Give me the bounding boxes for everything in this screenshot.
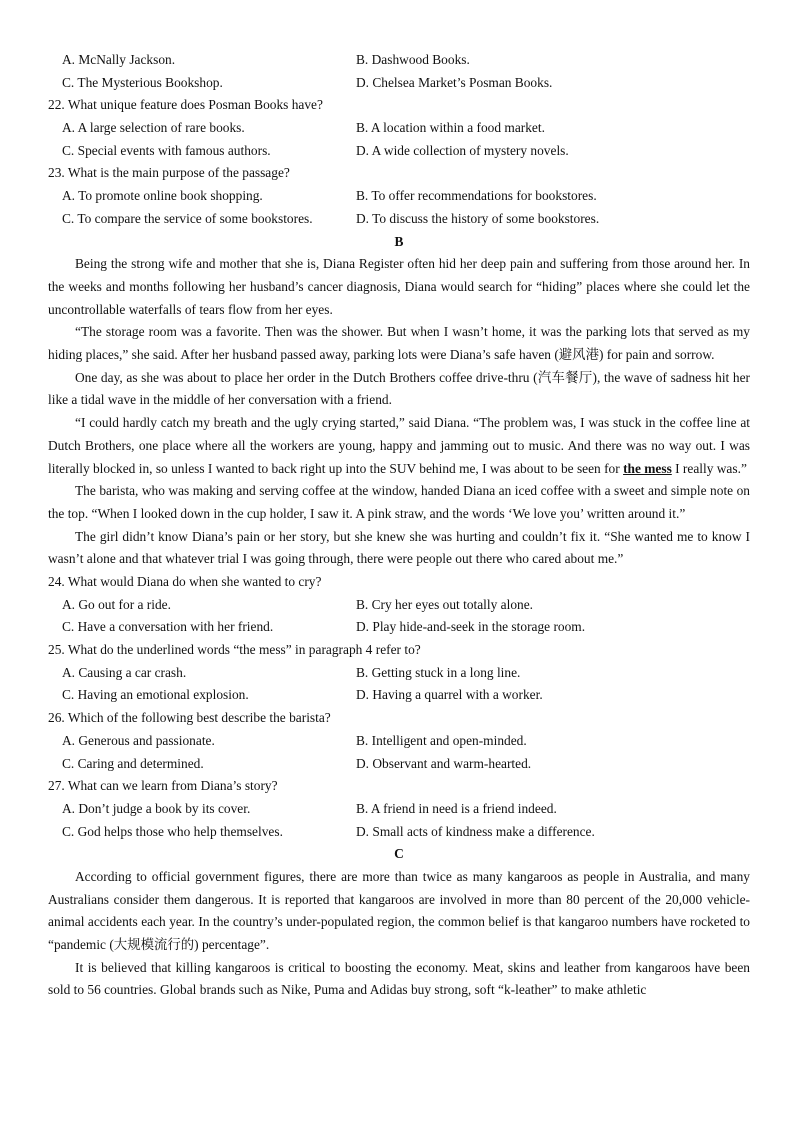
section-c-paragraph-2: It is believed that killing kangaroos is critical to boosting the economy. Meat, skins and leather from kangaroos have been sold to 56 countries. Global brands such as Nike, Puma and Adidas buy strong, soft “k-leather” to make athletic: [48, 959, 750, 998]
q25-option-b: B. Getting stuck in a long line.: [356, 664, 521, 680]
q26-question: 26. Which of the following best describe the barista?: [48, 710, 331, 726]
paragraph-4-text-after: I really was.”: [671, 460, 747, 476]
q25-options-row-1: [48, 662, 750, 685]
q24-options-row-2: [48, 616, 750, 639]
q22-question: 22. What unique feature does Posman Books have?: [48, 97, 323, 113]
q21-option-b: B. Dashwood Books.: [356, 52, 470, 67]
q27-question: 27. What can we learn from Diana’s story?: [48, 778, 278, 794]
q27-option-c: C. God helps those who help themselves.: [62, 823, 283, 839]
q27-option-a: A. Don’t judge a book by its cover.: [62, 800, 251, 816]
q27-options-row-1: [48, 798, 750, 821]
section-b-paragraph-3: One day, as she was about to place her order in the Dutch Brothers coffee drive-thru (汽车餐厅), the wave of sadness hit her like a tidal wave in the middle of her conversation with a friend.: [48, 369, 750, 408]
q26-option-d: D. Observant and warm-hearted.: [356, 755, 532, 771]
q25-option-c: C. Having an emotional explosion.: [62, 687, 249, 703]
q25-question: 25. What do the underlined words “the mess” in paragraph 4 refer to?: [48, 642, 421, 658]
q21-option-d: D. Chelsea Market’s Posman Books.: [356, 74, 553, 90]
section-b-heading: B: [394, 233, 404, 249]
q24-option-b: B. Cry her eyes out totally alone.: [356, 596, 534, 612]
q22-options-row-1: [48, 117, 750, 140]
q24-option-d: D. Play hide-and-seek in the storage room.: [356, 619, 586, 635]
section-c-paragraph-1: According to official government figures, there are more than twice as many kangaroos as people in Australia, and many Australians consider them dangerous. It is reported that kangaroos are involved in more than 80 percent of the 20,000 vehicle-animal accidents each year. In the country’s under-populated region, the common belief is that kangaroo numbers have rocketed to “pandemic (大规模流行的) percentage”.: [48, 868, 750, 953]
q26-option-c: C. Caring and determined.: [62, 755, 204, 771]
q24-option-c: C. Have a conversation with her friend.: [62, 619, 274, 635]
section-b-paragraph-6: The girl didn’t know Diana’s pain or her story, but she knew she was hurting and couldn’t fix it. “She wanted me to know I wasn’t alone and that whatever trial I was going through, there were people out there who cared about me.”: [48, 528, 750, 567]
q23-question: 23. What is the main purpose of the passage?: [48, 165, 290, 181]
q24-options-row-1: [48, 594, 750, 617]
q22-option-a: A. A large selection of rare books.: [62, 120, 245, 136]
q21-option-c: C. The Mysterious Bookshop.: [62, 74, 223, 90]
q23-option-b: B. To offer recommendations for bookstores.: [356, 188, 597, 204]
q25-options-row-2: [48, 684, 750, 707]
section-b-paragraph-2: “The storage room was a favorite. Then was the shower. But when I wasn’t home, it was the parking lots that served as my hiding places,” she said. After her husband passed away, parking lots were Diana’s safe haven (避风港) for pain and sorrow.: [48, 324, 750, 362]
q22-option-d: D. A wide collection of mystery novels.: [356, 142, 569, 158]
q23-options-row-1: [48, 185, 750, 208]
section-b-paragraph-1: Being the strong wife and mother that she is, Diana Register often hid her deep pain and suffering from those around her. In the weeks and months following her husband’s cancer diagnosis, Diana would search for “hiding” places where she could let the uncontrollable waterfalls of tears flow from her eyes.: [48, 256, 750, 317]
q25-option-a: A. Causing a car crash.: [62, 664, 187, 680]
q27-options-row-2: [48, 821, 750, 844]
q26-option-a: A. Generous and passionate.: [62, 732, 215, 748]
q22-options-row-2: [48, 140, 750, 163]
q23-option-d: D. To discuss the history of some bookstores.: [356, 210, 600, 226]
section-b-paragraph-4: [48, 412, 750, 480]
section-c-heading: C: [394, 846, 404, 862]
q23-option-a: A. To promote online book shopping.: [62, 188, 263, 204]
q21-option-a: A. McNally Jackson.: [62, 52, 176, 67]
q23-options-row-2: [48, 208, 750, 231]
q21-options-row-1: [48, 49, 750, 72]
q27-option-d: D. Small acts of kindness make a difference.: [356, 823, 595, 839]
paragraph-4-text-before: “I could hardly catch my breath and the ugly crying started,” said Diana. “The problem was, I was stuck in the coffee line at Dutch Brothers, one place where all the workers are young, happy and jamming out to music. And there was no way out. I was literally blocked in, so unless I wanted to back right up into the SUV behind me, I was about to be seen for: [48, 415, 750, 476]
q22-option-b: B. A location within a food market.: [356, 120, 545, 136]
q27-option-b: B. A friend in need is a friend indeed.: [356, 800, 557, 816]
section-b-paragraph-5: The barista, who was making and serving coffee at the window, handed Diana an iced coffee with a sweet and simple note on the top. “When I looked down in the cup holder, I saw it. A pink straw, and the words ‘We love you’ written around it.”: [48, 483, 750, 521]
q24-question: 24. What would Diana do when she wanted to cry?: [48, 574, 322, 590]
underlined-the-mess: the mess: [623, 460, 672, 476]
q24-option-a: A. Go out for a ride.: [62, 596, 171, 612]
q23-option-c: C. To compare the service of some bookstores.: [62, 210, 313, 226]
exam-page: [48, 49, 750, 1002]
q26-options-row-1: [48, 730, 750, 753]
q21-options-row-2: [48, 72, 750, 95]
q25-option-d: D. Having a quarrel with a worker.: [356, 687, 543, 703]
q22-option-c: C. Special events with famous authors.: [62, 142, 271, 158]
q26-options-row-2: [48, 753, 750, 776]
q26-option-b: B. Intelligent and open-minded.: [356, 732, 527, 748]
